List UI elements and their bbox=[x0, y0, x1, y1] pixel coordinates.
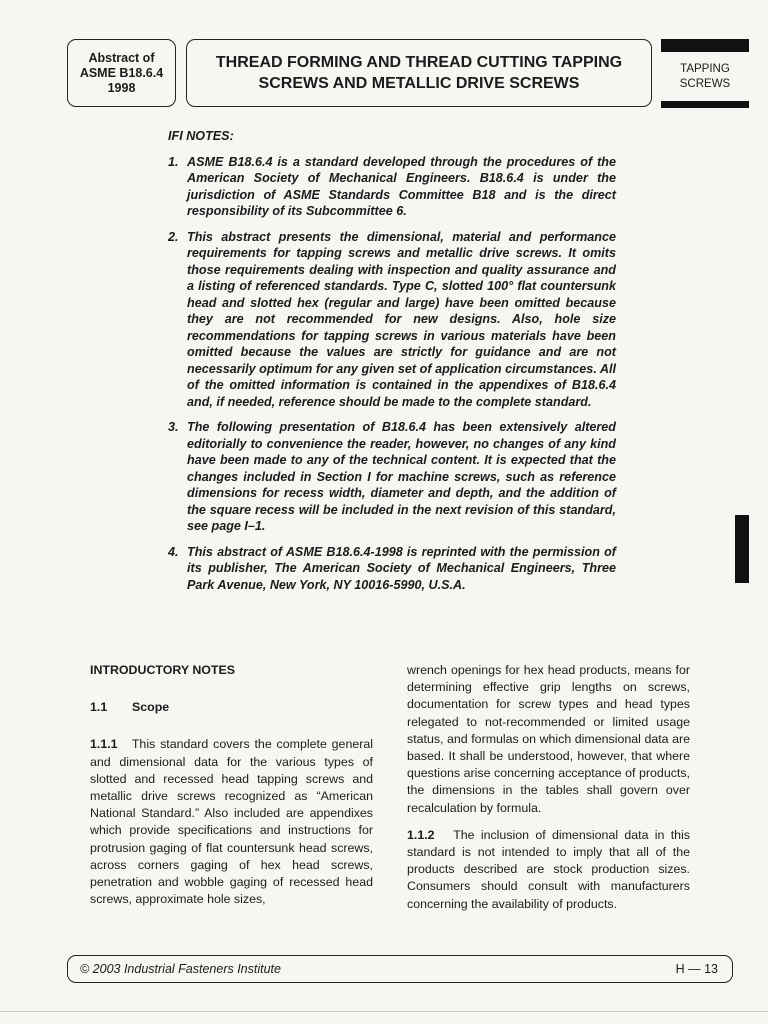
note-text: This abstract of ASME B18.6.4-1998 is reprinted with the permission of its publisher, The American Society of Mechanical Engineers, Three Park Avenue, New York, NY 10016-5990, U.S.A. bbox=[187, 544, 616, 592]
scope-label: Scope bbox=[132, 700, 170, 715]
paragraph-1-1-1 bbox=[90, 736, 373, 908]
ifi-note-2 bbox=[168, 229, 616, 411]
ifi-note-4 bbox=[168, 544, 616, 594]
note-text: This abstract presents the dimensional, material and performance requirements for tapping screws and metallic drive screws. It omits those requirements dealing with inspection and quality assurance and a listing of referenced standards. Type C, slotted 100° flat countersunk head and slotted hex (regular and large) have been omitted because they are not recommended for new designs. Also, hole size recommendations for tapping screws in various materials have been omitted because the values are strictly for guidance and are not necessarily optimum for any given set of application circumstances. All of the omitted information is contained in the appendixes of B18.6.4 and, if needed, reference should be made to the complete standard. bbox=[187, 229, 616, 409]
section-tab bbox=[661, 39, 749, 108]
ifi-notes bbox=[168, 128, 616, 602]
scope-number: 1.1 bbox=[90, 700, 108, 715]
abstract-line: 1998 bbox=[107, 80, 136, 95]
paragraph-number: 1.1.1 bbox=[90, 737, 118, 752]
note-number: 3. bbox=[168, 420, 179, 434]
note-number: 4. bbox=[168, 544, 179, 559]
ifi-notes-heading: IFI NOTES: bbox=[168, 129, 234, 143]
copyright-notice: © 2003 Industrial Fasteners Institute bbox=[80, 962, 281, 976]
note-text: ASME B18.6.4 is a standard developed through the procedures of the American Society of Mechanical Engineers. B18.6.4 is under the jurisdiction of ASME Standards Committee B18 and is the direct responsibility of its Subcommittee 6. bbox=[187, 154, 616, 218]
abstract-box bbox=[67, 39, 176, 107]
section-tab-line: TAPPING bbox=[680, 62, 730, 75]
scope-heading bbox=[90, 699, 373, 716]
section-tab-line: SCREWS bbox=[679, 77, 731, 90]
left-column bbox=[90, 662, 373, 918]
title-line: SCREWS AND METALLIC DRIVE SCREWS bbox=[258, 75, 580, 92]
ifi-note-3 bbox=[168, 419, 616, 535]
title-line: THREAD FORMING AND THREAD CUTTING TAPPING bbox=[215, 54, 623, 71]
note-text: The following presentation of B18.6.4 has been extensively altered editorially to convenience the reader, however, no changes of any kind have been made to any of the technical content. It is expected that the changes included in Section I for machine screws, such as reference dimensions for recess width, diameter and depth, and the addition of the square recess will be included in the next revision of this standard, see page I–1. bbox=[187, 420, 616, 533]
document-title-box bbox=[186, 39, 652, 107]
abstract-line: ASME B18.6.4 bbox=[79, 65, 164, 80]
side-thumb-mark bbox=[735, 515, 749, 583]
ifi-note-1 bbox=[168, 154, 616, 220]
paragraph-text: The inclusion of dimensional data in this standard is not intended to imply that all of the products described are stock production sizes. Consumers should consult with manufacturers concerning the availability of products. bbox=[407, 827, 690, 911]
page-footer bbox=[67, 955, 733, 983]
paragraph-1-1-1-continued: wrench openings for hex head products, means for determining effective grip lengths on screws, documentation for screw types and head types relegated to not-recommended or limited usage status, and formulas on which dimensional data are based. It shall be understood, however, that where questions arise concerning acceptance of products, the dimensions in the tables shall govern over recalculation by formula. bbox=[407, 663, 690, 815]
page-edge-rule bbox=[0, 1011, 768, 1012]
note-number: 1. bbox=[168, 154, 179, 169]
page-number: H — 13 bbox=[675, 962, 718, 976]
section-heading: INTRODUCTORY NOTES bbox=[90, 663, 236, 677]
paragraph-text: This standard covers the complete general and dimensional data for the various types of slotted and recessed head tapping screws and metallic drive screws recognized as “American National Standard.” Also included are appendixes which provide specifications and instructions for protrusion gaging of flat countersunk head screws, across corners gaging of hex head screws, penetration and wobble gaging of recessed head screws, approximate hole sizes, bbox=[90, 737, 374, 907]
paragraph-1-1-2 bbox=[407, 827, 690, 913]
paragraph-number: 1.1.2 bbox=[407, 827, 435, 842]
abstract-line: Abstract of bbox=[88, 50, 155, 65]
right-column bbox=[407, 662, 690, 923]
note-number: 2. bbox=[168, 229, 179, 244]
